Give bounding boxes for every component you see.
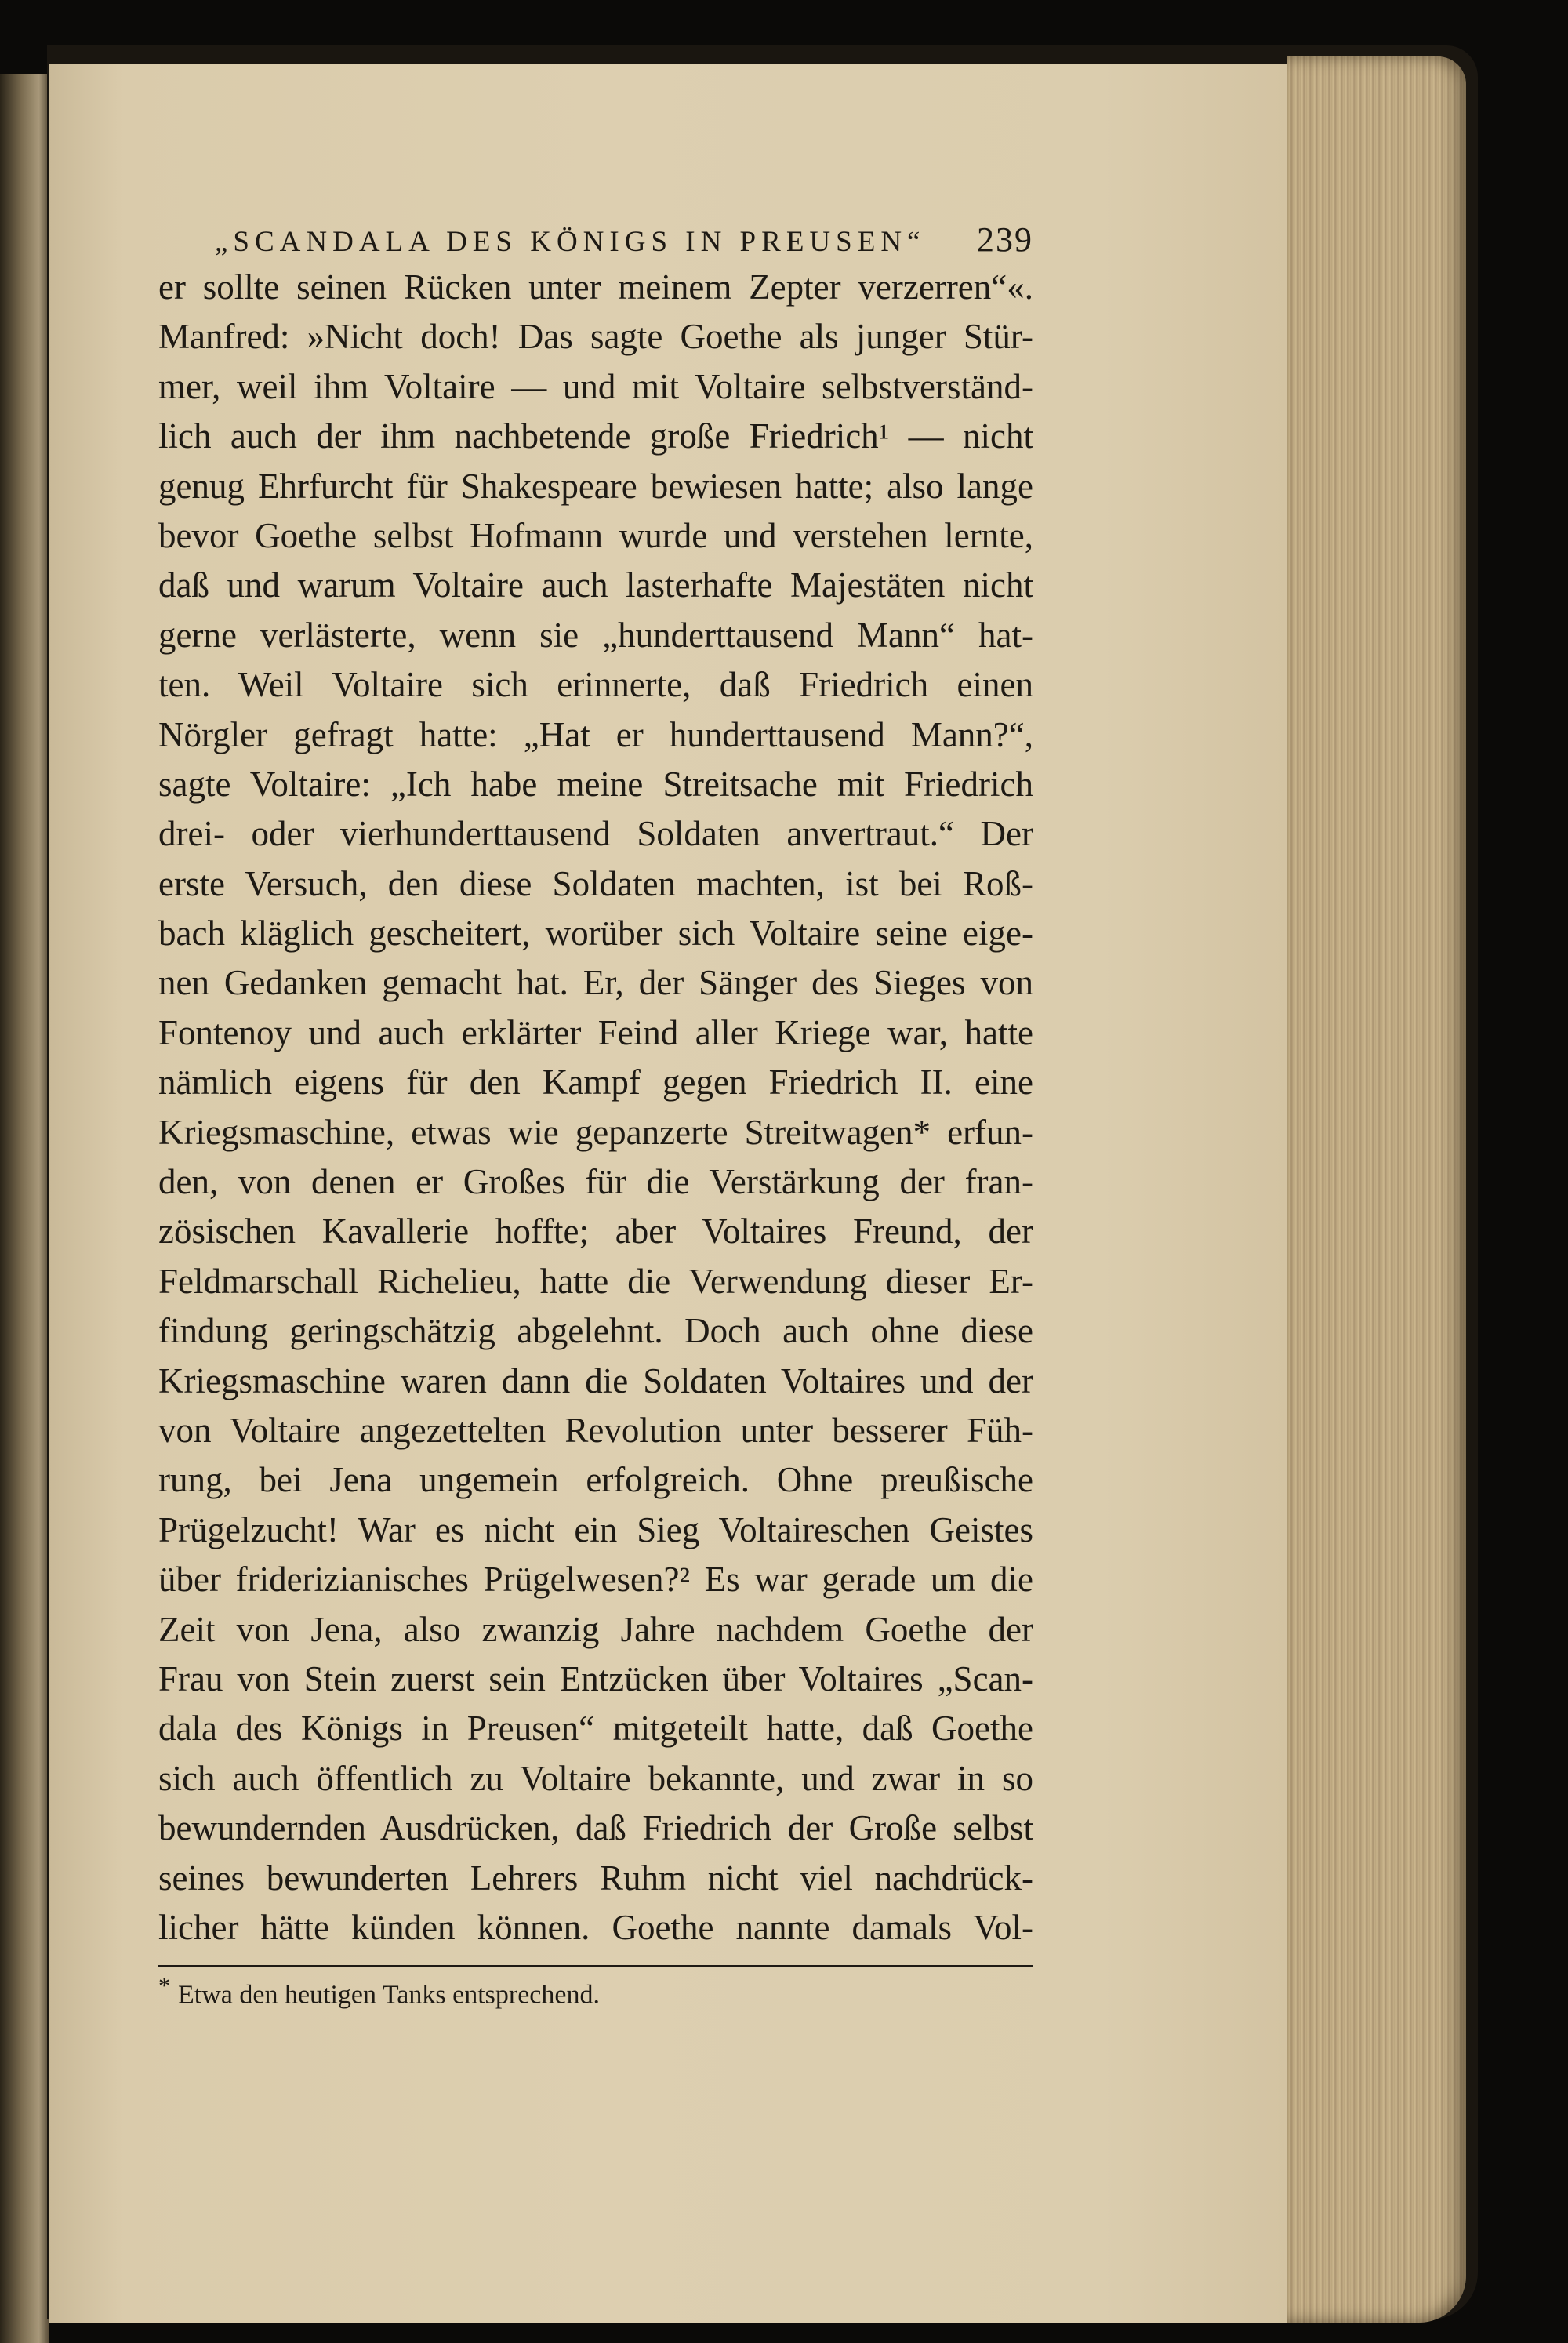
text-line: gerne verlästerte, wenn sie „hunderttausend Mann“ hat- — [158, 615, 1033, 655]
page-fore-edge — [1287, 56, 1466, 2323]
text-line: Fontenoy und auch erklärter Feind aller Kriege war, hatte — [158, 1012, 1033, 1052]
text-line: lich auch der ihm nachbetende große Friedrich¹ — nicht — [158, 416, 1033, 456]
text-line: zösischen Kavallerie hoffte; aber Voltaires Freund, der — [158, 1211, 1033, 1251]
footnote-rule — [158, 1965, 1033, 1967]
text-line: er sollte seinen Rücken unter meinem Zepter verzerren“«. — [158, 267, 1033, 307]
text-line: bach kläglich gescheitert, worüber sich Voltaire seine eige- — [158, 914, 1033, 954]
body-text — [158, 263, 1033, 1952]
page-content — [158, 220, 1033, 2011]
text-line: sagte Voltaire: „Ich habe meine Streitsache mit Friedrich — [158, 764, 1033, 804]
text-line: nen Gedanken gemacht hat. Er, der Sänger des Sieges von — [158, 963, 1033, 1003]
text-line: Feldmarschall Richelieu, hatte die Verwendung dieser Er- — [158, 1261, 1033, 1301]
text-line: ten. Weil Voltaire sich erinnerte, daß Friedrich einen — [158, 665, 1033, 705]
left-page-edge — [0, 74, 49, 2343]
text-line: Nörgler gefragt hatte: „Hat er hunderttausend Mann?“, — [158, 714, 1033, 754]
text-line: nämlich eigens für den Kampf gegen Friedrich II. eine — [158, 1063, 1033, 1102]
text-line: bewundernden Ausdrücken, daß Friedrich der Große selbst — [158, 1808, 1033, 1848]
text-line: drei- oder vierhunderttausend Soldaten anvertraut.“ Der — [158, 814, 1033, 854]
footnote — [158, 1971, 1033, 2011]
text-line: seines bewunderten Lehrers Ruhm nicht viel nachdrück- — [158, 1858, 1033, 1898]
text-line: mer, weil ihm Voltaire — und mit Voltaire selbstverständ- — [158, 366, 1033, 406]
footnote-text: Etwa den heutigen Tanks entsprechend. — [178, 1980, 600, 2010]
text-line: über friderizianisches Prügelwesen?² Es war gerade um die — [158, 1560, 1033, 1600]
text-line: Frau von Stein zuerst sein Entzücken über Voltaires „Scan- — [158, 1658, 1033, 1698]
text-line: genug Ehrfurcht für Shakespeare bewiesen hatte; also lange — [158, 466, 1033, 506]
text-line: Manfred: »Nicht doch! Das sagte Goethe als junger Stür- — [158, 317, 1033, 357]
text-line: findung geringschätzig abgelehnt. Doch auch ohne diese — [158, 1311, 1033, 1351]
text-line: Zeit von Jena, also zwanzig Jahre nachdem Goethe der — [158, 1609, 1033, 1649]
text-line: Prügelzucht! War es nicht ein Sieg Voltaireschen Geistes — [158, 1509, 1033, 1549]
text-line: Kriegsmaschine waren dann die Soldaten Voltaires und der — [158, 1360, 1033, 1400]
text-line: rung, bei Jena ungemein erfolgreich. Ohne preußische — [158, 1460, 1033, 1500]
text-line: daß und warum Voltaire auch lasterhafte Majestäten nicht — [158, 565, 1033, 605]
footnote-mark: * — [158, 1973, 170, 2000]
page-number: 239 — [977, 220, 1033, 259]
text-line: Kriegsmaschine, etwas wie gepanzerte Streitwagen* erfun- — [158, 1112, 1033, 1152]
text-line: erste Versuch, den diese Soldaten machten, ist bei Roß- — [158, 863, 1033, 903]
running-head-title: „SCANDALA DES KÖNIGS IN PREUSEN“ — [215, 226, 926, 258]
text-line: bevor Goethe selbst Hofmann wurde und verstehen lernte, — [158, 515, 1033, 555]
text-line: den, von denen er Großes für die Verstärkung der fran- — [158, 1162, 1033, 1202]
running-head — [158, 220, 1033, 260]
text-line: dala des Königs in Preusen“ mitgeteilt hatte, daß Goethe — [158, 1709, 1033, 1749]
text-line: licher hätte künden können. Goethe nannte damals Vol- — [158, 1907, 1033, 1947]
text-line: von Voltaire angezettelten Revolution unter besserer Füh- — [158, 1410, 1033, 1450]
text-line: sich auch öffentlich zu Voltaire bekannte, und zwar in so — [158, 1758, 1033, 1798]
